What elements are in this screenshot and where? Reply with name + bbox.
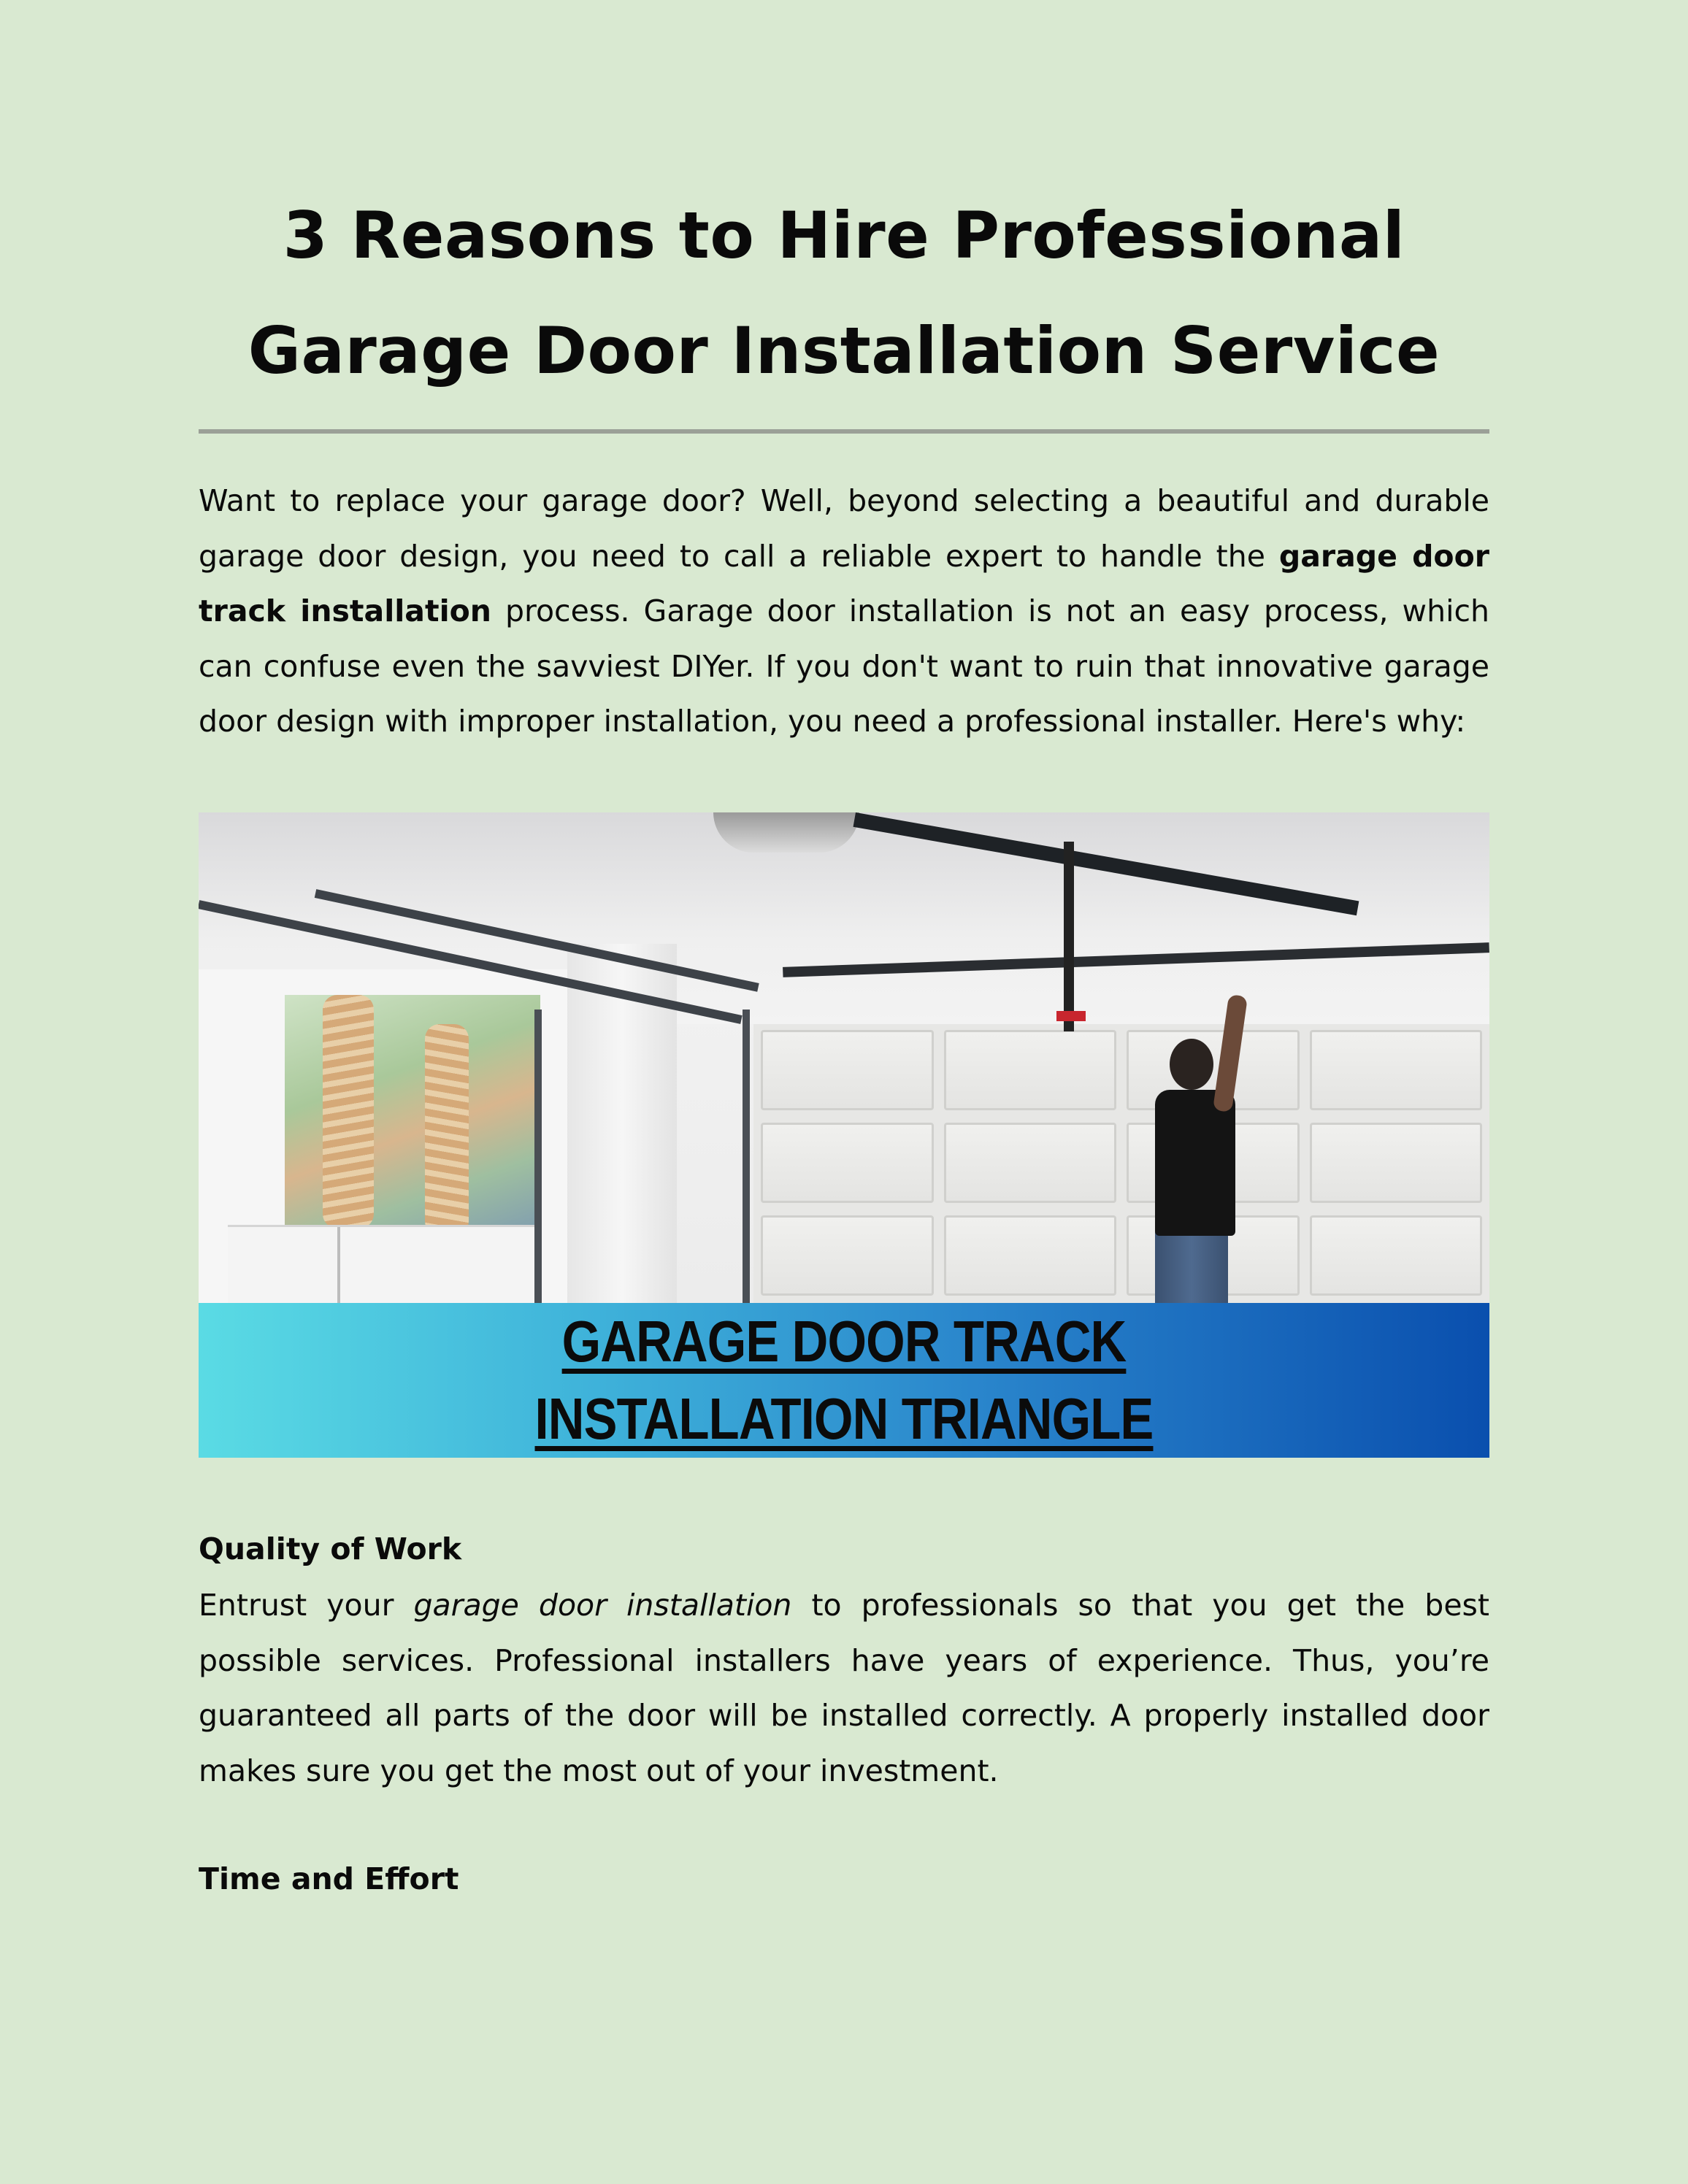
photo-left-door-panels — [228, 1225, 542, 1303]
intro-text-1: Want to replace your garage door? Well, beyond selecting a beautiful and durable garage door design, you need to call a reliable expert to handle the — [199, 483, 1489, 574]
title-divider — [199, 429, 1489, 434]
section-heading-time-and-effort: Time and Effort — [199, 1861, 459, 1896]
title-line-2: Garage Door Installation Service — [248, 313, 1440, 388]
intro-text-2: process. Garage door installation is not an easy process, which can confuse even the savviest DIYer. If you don't want to ruin that innovative garage door design with improper installation, you need a professional installer. Here's why: — [199, 593, 1489, 739]
quality-text-1: Entrust your — [199, 1588, 414, 1623]
photo-palm-tree — [425, 1024, 469, 1236]
photo-door-opener — [713, 812, 859, 853]
quality-italic-keyword: garage door installation — [413, 1588, 792, 1623]
intro-paragraph — [199, 474, 1489, 750]
banner-line-2: INSTALLATION TRIANGLE — [534, 1386, 1154, 1451]
quality-of-work-paragraph — [199, 1578, 1489, 1799]
section-heading-quality-of-work: Quality of Work — [199, 1531, 462, 1566]
garage-door-figure — [199, 812, 1489, 1458]
figure-banner — [199, 1303, 1489, 1458]
photo-right-garage-door — [753, 1024, 1489, 1303]
page-title — [199, 178, 1489, 409]
photo-vertical-track — [534, 1010, 542, 1303]
banner-line-1: GARAGE DOOR TRACK — [561, 1309, 1127, 1374]
garage-installation-photo — [199, 812, 1489, 1303]
photo-technician-head — [1170, 1039, 1213, 1090]
photo-technician-legs — [1155, 1232, 1228, 1303]
intro-bold-keyword: garage door track installation — [199, 538, 1489, 628]
photo-palm-tree — [323, 995, 374, 1228]
photo-opener-arm — [1064, 842, 1074, 1031]
photo-release-cord-handle — [1056, 1011, 1086, 1021]
photo-vertical-track — [743, 1010, 750, 1303]
photo-technician — [1155, 1090, 1235, 1236]
quality-text-2: to professionals so that you get the best possible services. Professional installers have years of experience. Thus, you’re guaranteed all parts of the door will be installed correctly. A properly installed door makes sure you get the most out of your investment. — [199, 1588, 1489, 1788]
title-line-1: 3 Reasons to Hire Professional — [283, 198, 1405, 273]
